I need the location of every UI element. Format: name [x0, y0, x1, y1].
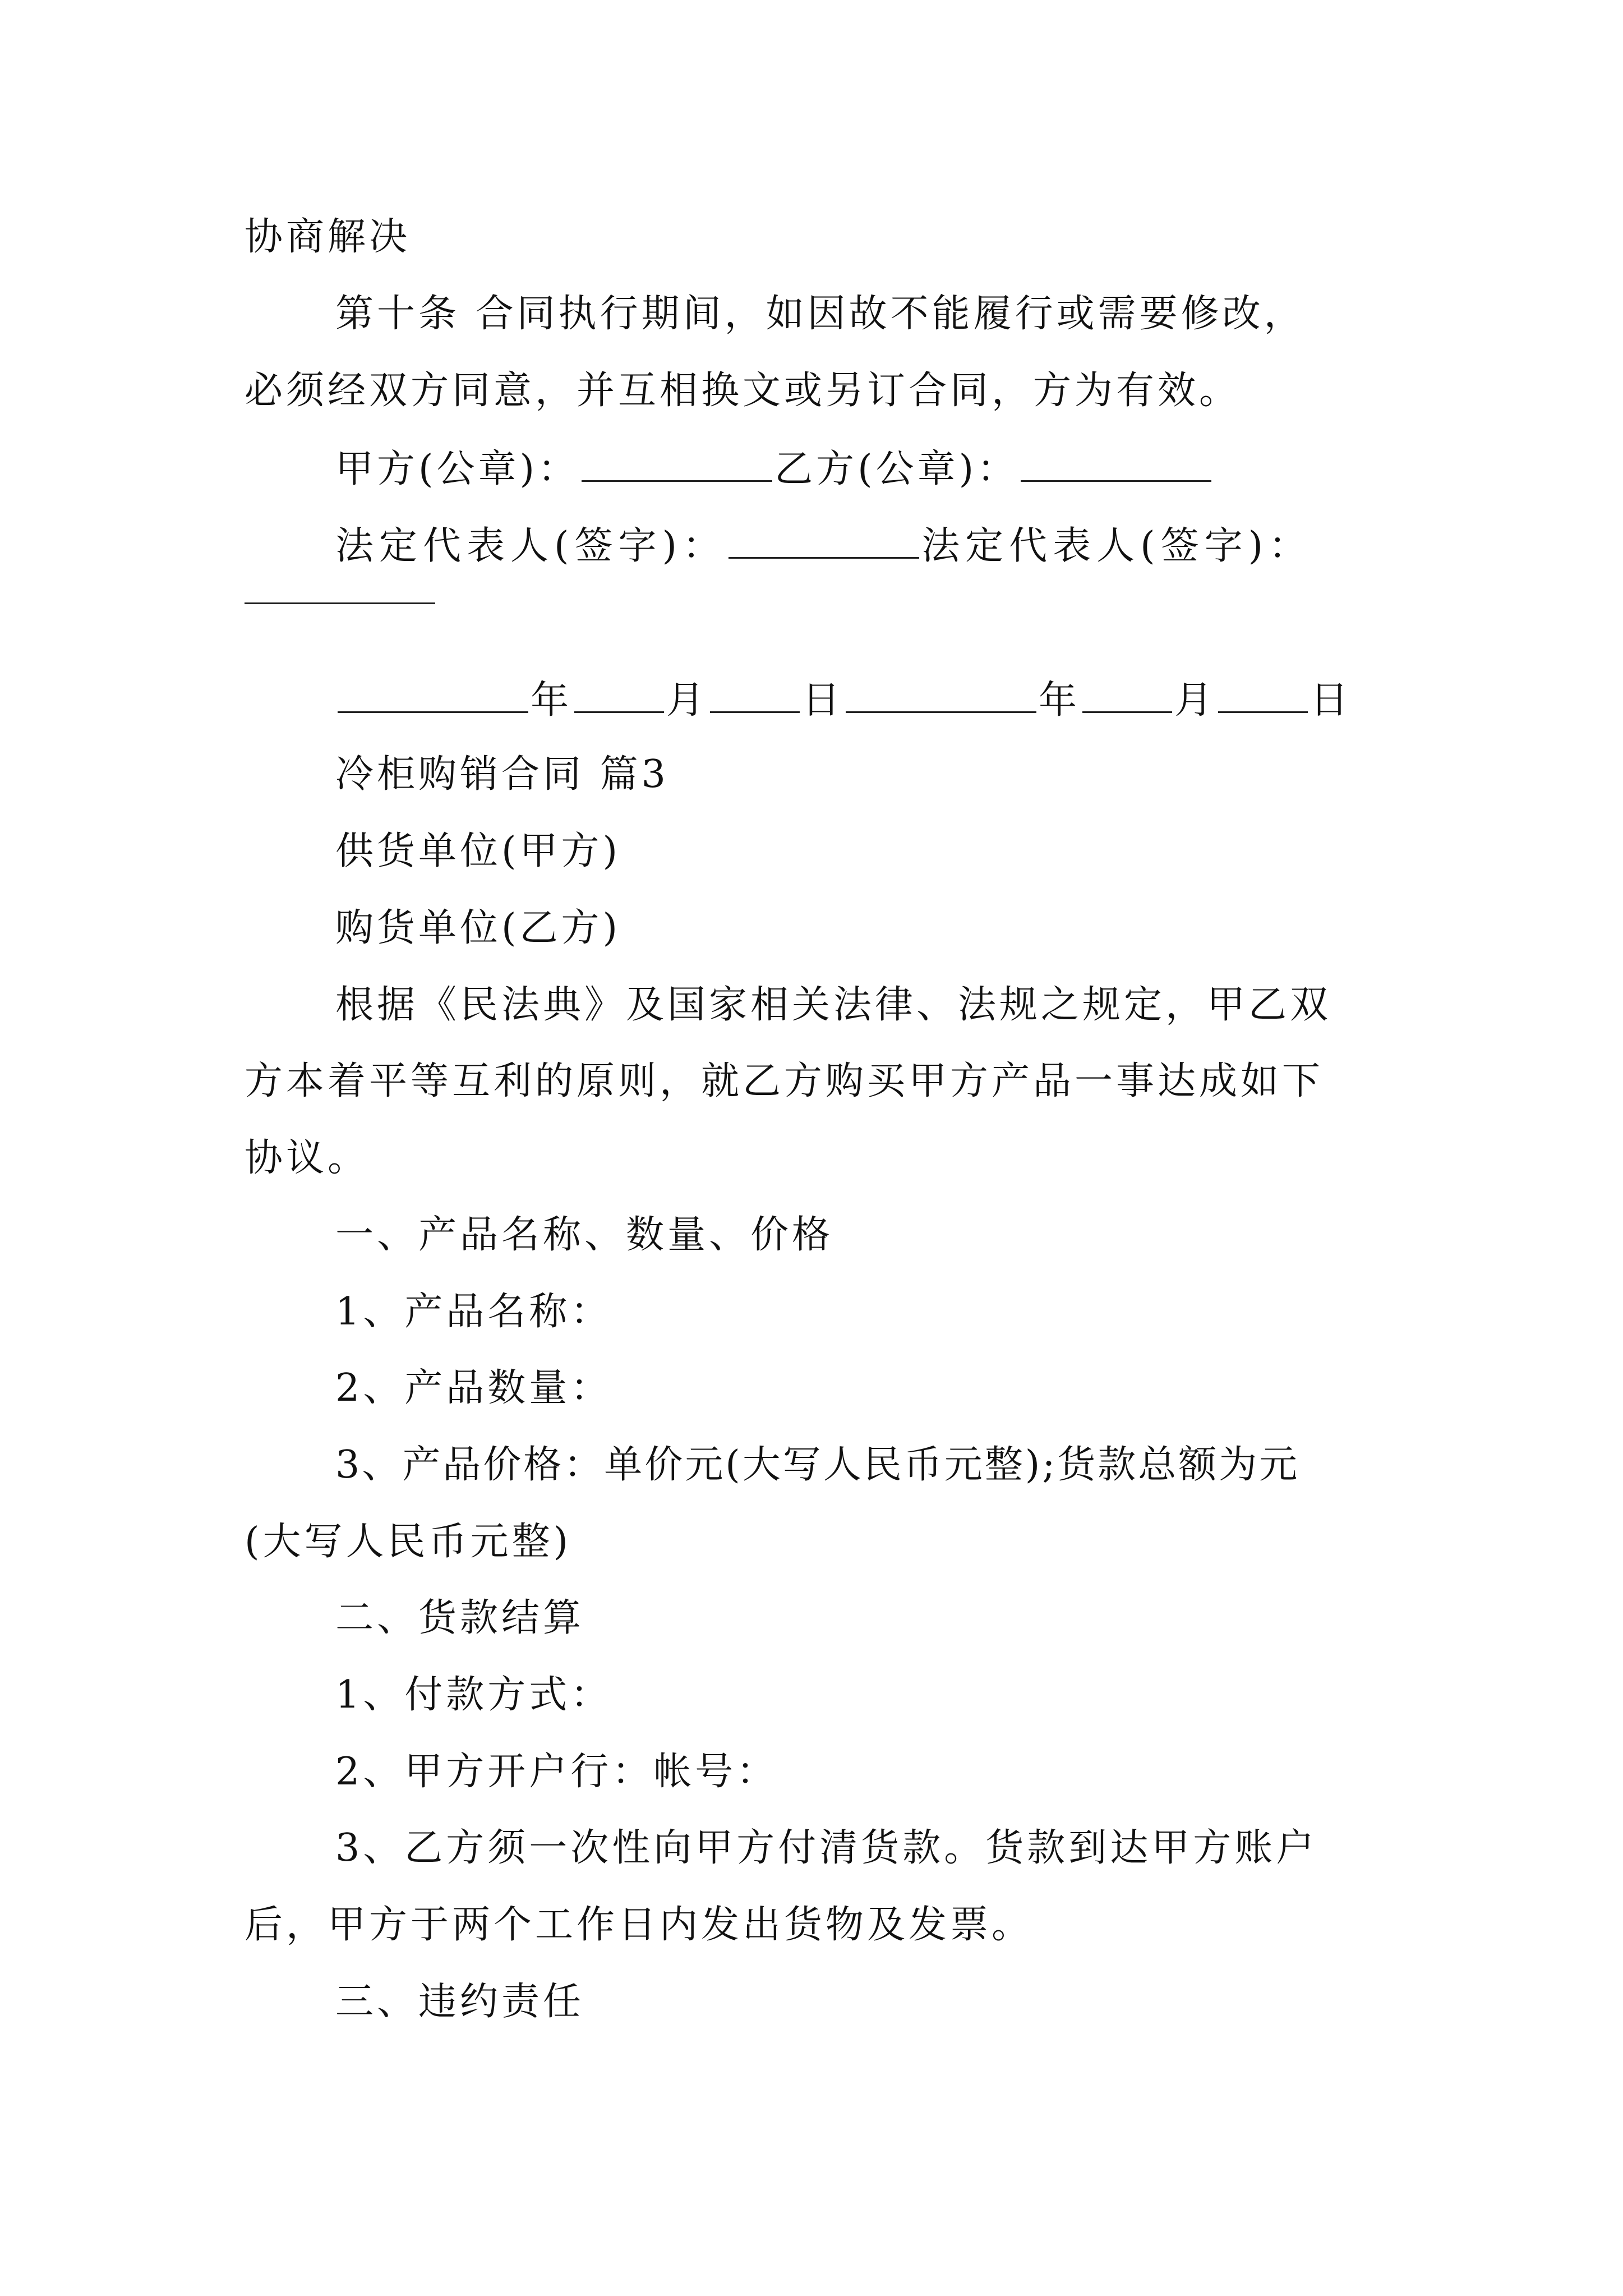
signature-line-seal: [335, 442, 1214, 495]
text-line: 2、甲方开户行：帐号：: [335, 1750, 778, 1794]
party-b-seal-blank: [1021, 442, 1211, 482]
text-line: 1、付款方式：: [335, 1673, 612, 1717]
year-label: 年: [1039, 678, 1081, 723]
text-line: 必须经双方同意，并互相换文或另订合同，方为有效。: [245, 369, 1241, 413]
month-blank: [1082, 673, 1172, 713]
day-label: 日: [1310, 678, 1352, 723]
party-b-seal-label: 乙方(公章)：: [774, 447, 1019, 491]
year-blank: [846, 673, 1036, 713]
text-line: 1、产品名称：: [335, 1290, 612, 1334]
clause-heading: 二、货款结算: [335, 1596, 585, 1640]
text-line: 购货单位(乙方): [335, 906, 621, 950]
month-blank: [574, 673, 664, 713]
day-label: 日: [802, 678, 844, 723]
text-line: 方本着平等互利的原则，就乙方购买甲方产品一事达成如下: [245, 1059, 1324, 1103]
text-line: 3、乙方须一次性向甲方付清货款。货款到达甲方账户: [335, 1826, 1318, 1870]
text-line: (大写人民币元整): [245, 1520, 572, 1564]
month-label: 月: [1174, 678, 1216, 723]
section-title: 冷柜购销合同 篇3: [335, 752, 669, 797]
date-line: [335, 673, 1352, 726]
text-line: 根据《民法典》及国家相关法律、法规之规定，甲乙双: [335, 983, 1332, 1027]
text-line: 协议。: [245, 1136, 370, 1180]
clause-heading: 三、违约责任: [335, 1980, 585, 2024]
signature-line-representative: [335, 519, 1312, 572]
text-line: 3、产品价格：单价元(大写人民币元整);货款总额为元: [335, 1443, 1300, 1487]
party-b-representative-blank: [245, 602, 435, 604]
party-a-seal-label: 甲方(公章)：: [335, 447, 580, 491]
text-line: 第十条 合同执行期间，如因故不能履行或需要修改，: [335, 292, 1306, 336]
party-b-representative-label: 法定代表人(签字)：: [921, 524, 1313, 568]
text-line: 后，甲方于两个工作日内发出货物及发票。: [245, 1903, 1034, 1947]
text-line: 2、产品数量：: [335, 1366, 612, 1410]
year-label: 年: [531, 678, 573, 723]
day-blank: [1218, 673, 1308, 713]
text-line: 供货单位(甲方): [335, 829, 621, 873]
party-a-representative-label: 法定代表人(签字)：: [335, 524, 727, 568]
month-label: 月: [666, 678, 708, 723]
text-line: 协商解决: [245, 215, 411, 259]
day-blank: [710, 673, 800, 713]
party-a-representative-blank: [728, 519, 919, 559]
party-a-seal-blank: [582, 442, 772, 482]
year-blank: [338, 673, 528, 713]
clause-heading: 一、产品名称、数量、价格: [335, 1213, 834, 1257]
